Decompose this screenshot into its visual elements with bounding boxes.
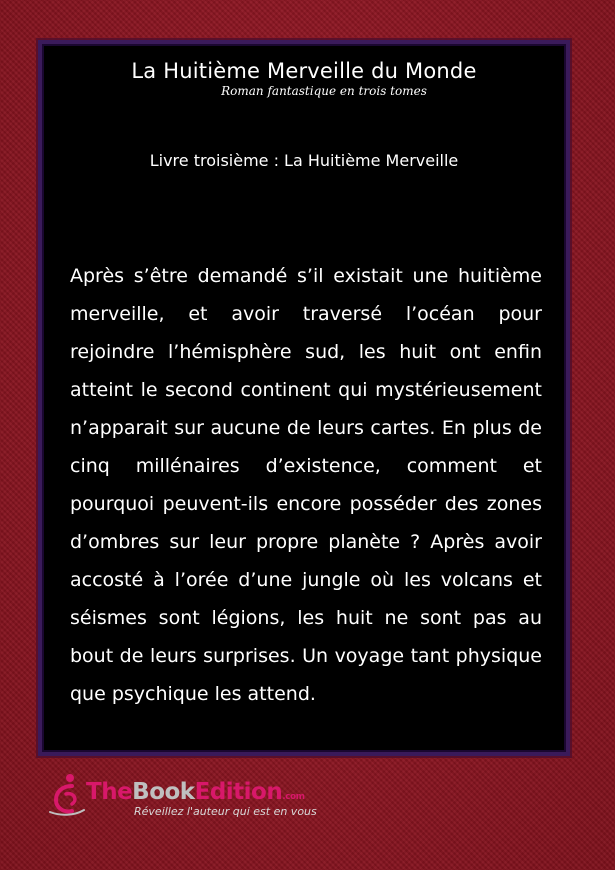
publisher-logo [46,770,346,820]
publisher-name-tld: .com [282,792,305,802]
publisher-name-book: Book [132,779,195,805]
volume-label: Livre troisième : La Huitième Merveille [149,151,459,170]
back-cover-blurb: Après s’être demandé s’il existait une huitième merveille, et avoir traversé l’océan pour rejoindre l’hémisphère sud, les huit ont enfin atteint le second continent qui mystérieusement n’apparait sur aucune de leurs cartes. En plus de cinq millénaires d’existence, comment et pourquoi peuvent-ils encore posséder des zones d’ombres sur leur propre planète ? Après avoir accosté à l’orée d’une jungle où les volcans et séismes sont légions, les huit ne sont pas au bout de leurs surprises. Un voyage tant physique que psychique les attend. [70,265,542,705]
publisher-name-the: The [86,779,133,805]
book-title: La Huitième Merveille du Monde [131,59,477,83]
publisher-name-edition: Edition [194,779,283,805]
back-cover-panel [38,40,570,756]
book-subtitle: Roman fantastique en trois tomes [221,84,427,98]
publisher-tagline: Réveillez l'auteur qui est en vous [134,805,317,818]
thebookedition-logo-icon [46,772,86,816]
publisher-name [86,779,305,805]
